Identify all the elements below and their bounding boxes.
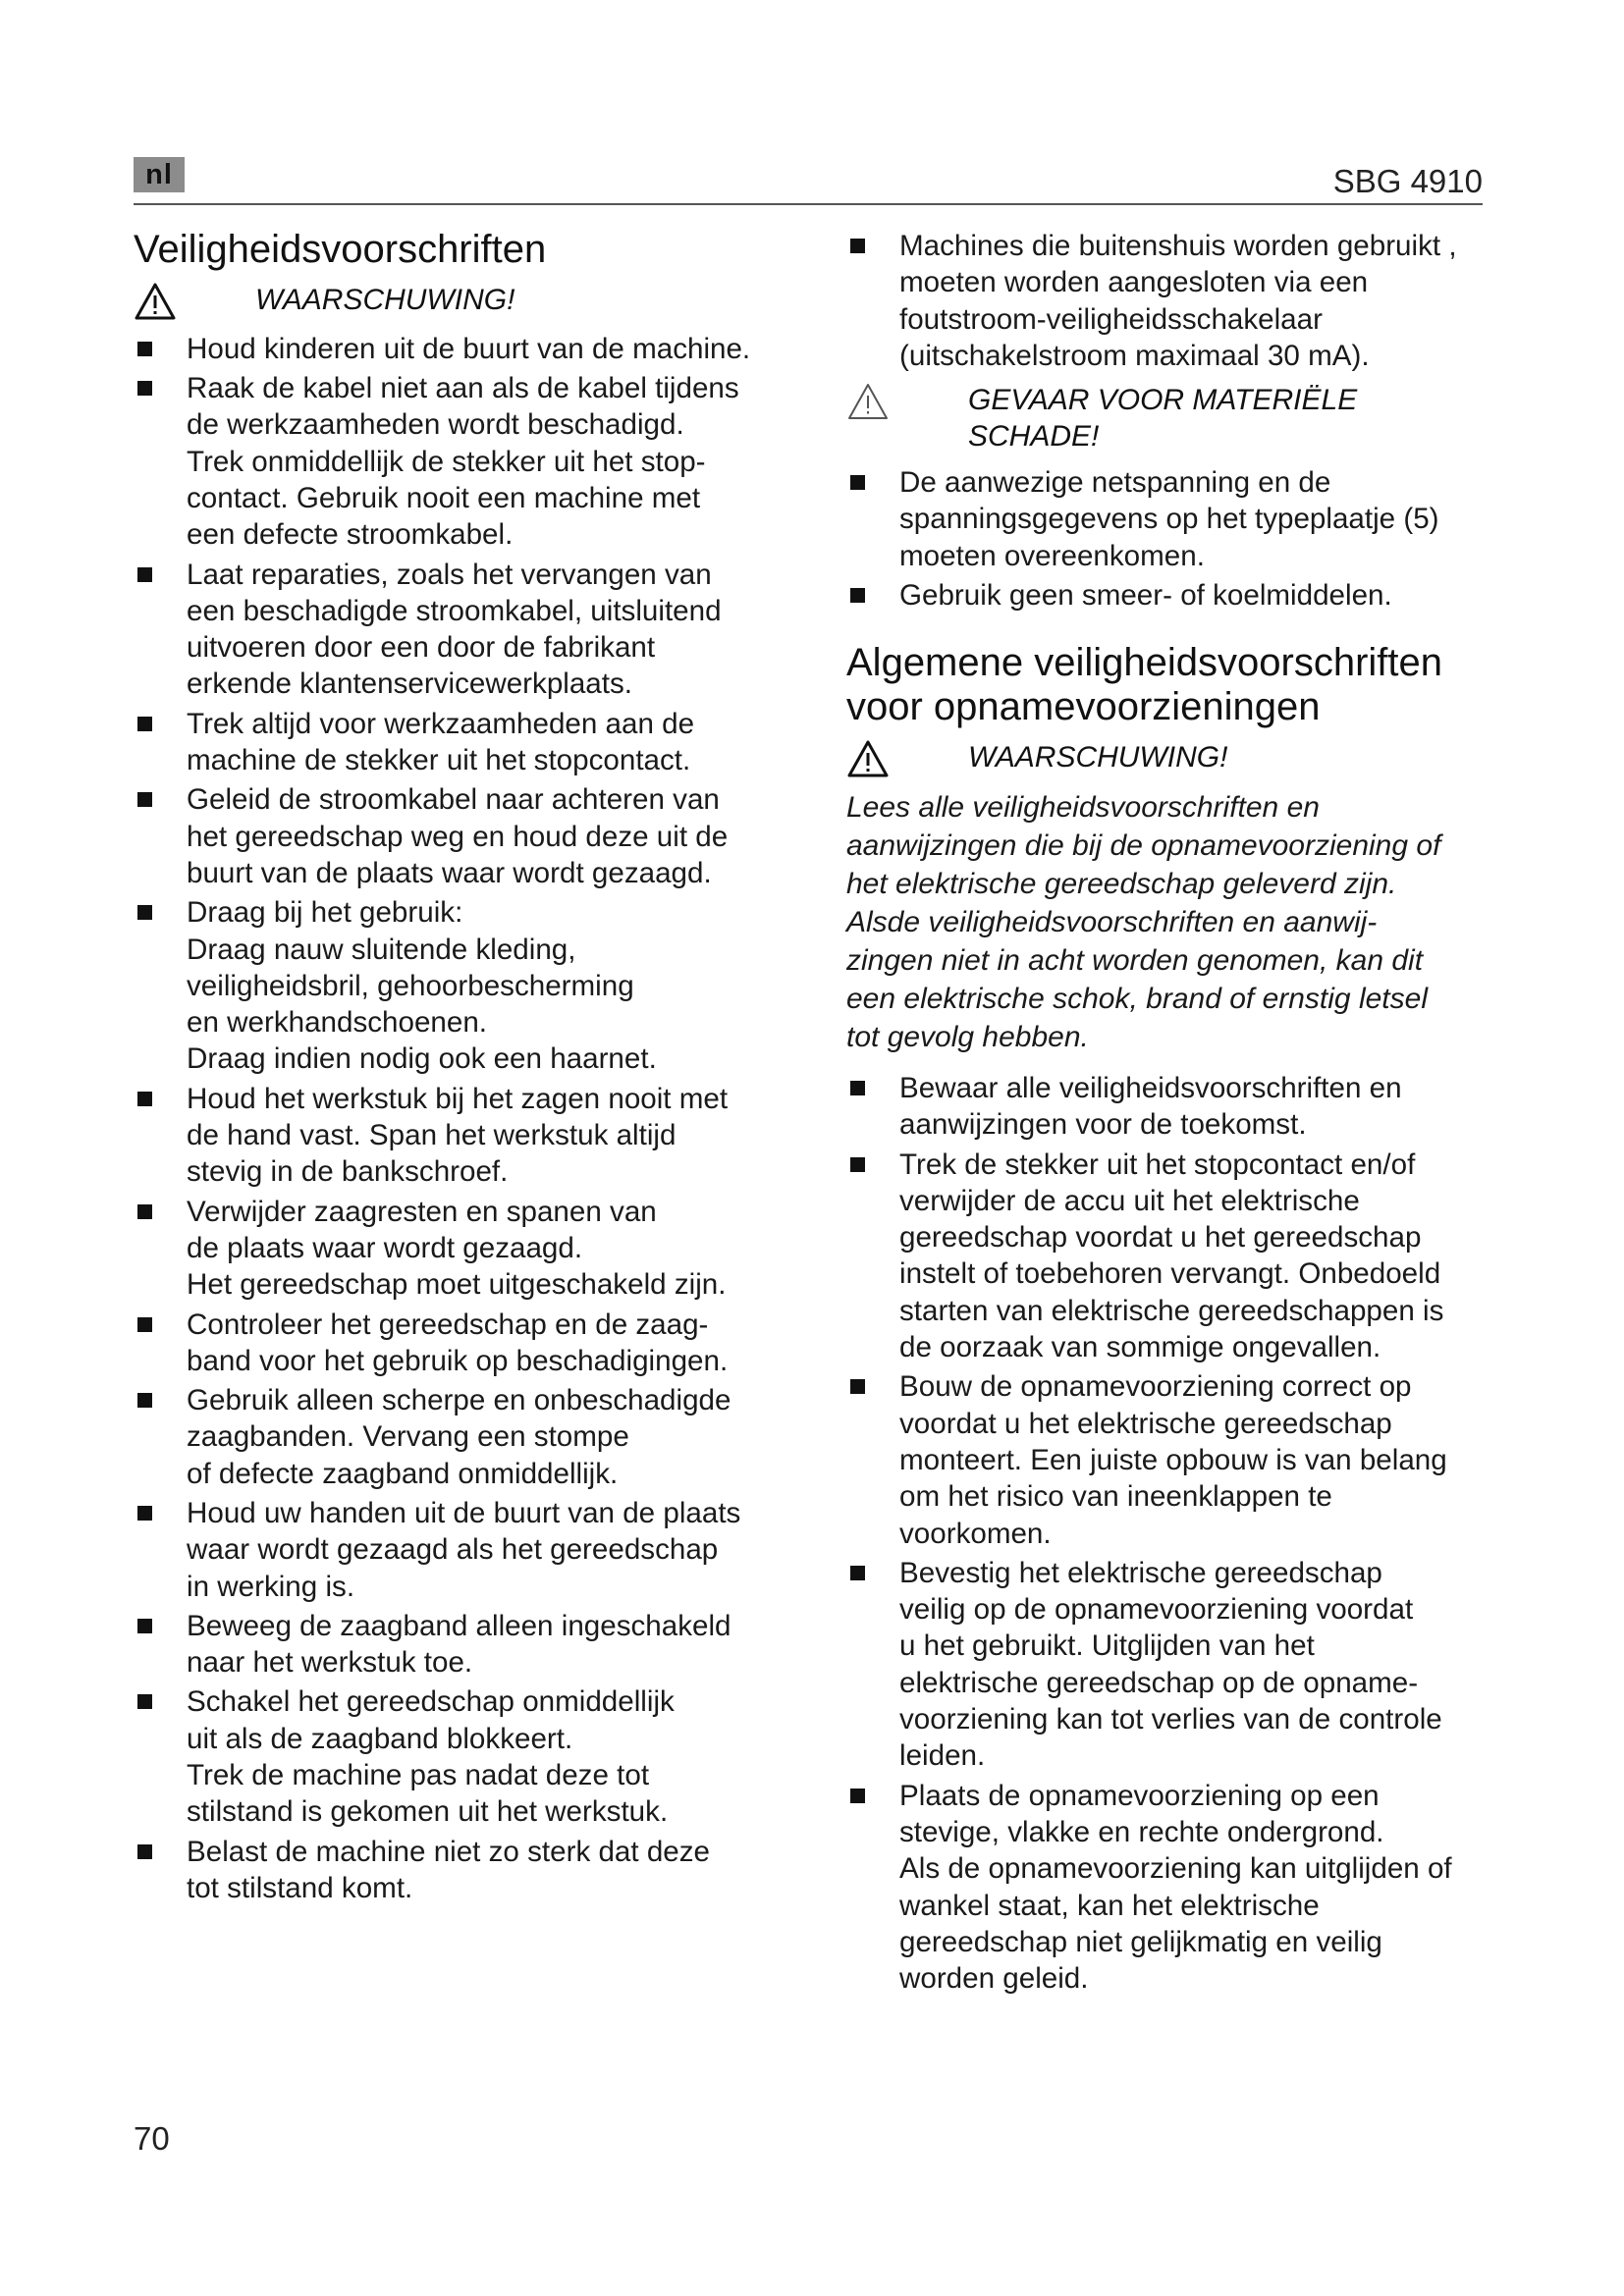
list-item-line: Belast de machine niet zo sterk dat deze xyxy=(187,1835,710,1868)
bullet-square-icon xyxy=(137,1844,152,1859)
header-divider xyxy=(134,203,1483,205)
list-item-line: Geleid de stroomkabel naar achteren van xyxy=(187,783,720,817)
intro-line: Alsde veiligheidsvoorschriften en aanwij- xyxy=(846,905,1378,938)
list-item-line: elektrische gereedschap op de opname- xyxy=(899,1666,1419,1699)
list-item-line: Houd uw handen uit de buurt van de plaats xyxy=(187,1497,741,1529)
language-badge: nl xyxy=(134,157,185,192)
list-item xyxy=(134,781,774,891)
list-item-line: Draag nauw sluitende kleding, xyxy=(187,933,576,966)
list-item-line: stevig in de bankschroef. xyxy=(187,1155,509,1189)
list-item-line: Verwijder zaagresten en spanen van xyxy=(187,1195,657,1228)
list-item-line: (uitschakelstroom maximaal 30 mA). xyxy=(899,339,1370,372)
list-item xyxy=(134,331,774,367)
bullet-square-icon xyxy=(137,1619,152,1633)
bullet-square-icon xyxy=(850,1379,865,1394)
list-item-line: Controleer het gereedschap en de zaag- xyxy=(187,1308,709,1341)
intro-paragraph xyxy=(846,788,1494,1056)
list-item-line: De aanwezige netspanning en de xyxy=(899,466,1331,500)
warning-triangle-icon xyxy=(134,282,179,321)
list-item-line: uit als de zaagband blokkeert. xyxy=(187,1722,573,1755)
section-title-safety: Veiligheidsvoorschriften xyxy=(134,228,547,271)
safety-list xyxy=(134,331,774,1906)
list-item-line: Schakel het gereedschap onmiddellijk xyxy=(187,1685,675,1719)
list-item-line: Houd het werkstuk bij het zagen nooit met xyxy=(187,1082,729,1115)
list-item-line: band voor het gebruik op beschadigingen. xyxy=(187,1344,729,1377)
list-item-line: zaagbanden. Vervang een stompe xyxy=(187,1420,629,1454)
warning-notice xyxy=(134,282,774,321)
list-item-line: moeten worden aangesloten via een xyxy=(899,266,1369,299)
list-item-line: een beschadigde stroomkabel, uitsluitend xyxy=(187,594,722,627)
residual-current-list xyxy=(846,228,1494,374)
intro-line: een elektrische schok, brand of ernstig letsel xyxy=(846,982,1428,1015)
list-item-line: instelt of toebehoren vervangt. Onbedoeld xyxy=(899,1257,1441,1291)
bullet-square-icon xyxy=(137,792,152,807)
list-item-line: buurt van de plaats waar wordt gezaagd. xyxy=(187,856,712,889)
bullet-square-icon xyxy=(137,1204,152,1219)
caution-label-line: SCHADE! xyxy=(968,420,1100,454)
list-item-line: Bevestig het elektrische gereedschap xyxy=(899,1556,1382,1589)
list-item-line: veilig op de opnamevoorziening voordat xyxy=(899,1593,1414,1627)
intro-line: Lees alle veiligheidsvoorschriften en xyxy=(846,790,1320,824)
list-item-line: uitvoeren door een door de fabrikant xyxy=(187,631,656,665)
list-item-line: u het gebruikt. Uitglijden van het xyxy=(899,1629,1315,1663)
list-item xyxy=(134,1683,774,1830)
bullet-square-icon xyxy=(137,1393,152,1408)
list-item-line: starten van elektrische gereedschappen is xyxy=(899,1294,1444,1327)
list-item-line: moeten overeenkomen. xyxy=(899,539,1205,572)
list-item xyxy=(134,1834,774,1907)
bullet-square-icon xyxy=(137,1317,152,1332)
left-column xyxy=(134,228,774,1909)
bullet-square-icon xyxy=(137,717,152,731)
list-item-line: en werkhandschoenen. xyxy=(187,1006,488,1040)
list-item xyxy=(134,1081,774,1191)
list-item xyxy=(846,464,1494,574)
bullet-square-icon xyxy=(137,567,152,582)
list-item xyxy=(134,1495,774,1605)
right-column xyxy=(846,228,1494,2000)
caution-label xyxy=(968,382,1494,454)
list-item-line: voorkomen. xyxy=(899,1517,1052,1550)
list-item-line: foutstroom-veiligheidsschakelaar xyxy=(899,302,1323,336)
list-item xyxy=(134,706,774,779)
list-item-line: naar het werkstuk toe. xyxy=(187,1646,473,1680)
list-item-line: Gebruik alleen scherpe en onbeschadigde xyxy=(187,1384,731,1417)
section-title-line: voor opnamevoorzieningen xyxy=(846,685,1321,729)
bullet-square-icon xyxy=(137,381,152,396)
list-item-line: Bewaar alle veiligheidsvoorschriften en xyxy=(899,1071,1402,1104)
page-number: 70 xyxy=(134,2120,170,2157)
bullet-square-icon xyxy=(137,905,152,920)
list-item-line: waar wordt gezaagd als het gereedschap xyxy=(187,1533,719,1567)
list-item-line: stilstand is gekomen uit het werkstuk. xyxy=(187,1795,669,1829)
bullet-square-icon xyxy=(137,342,152,356)
caution-label-line: GEVAAR VOOR MATERIËLE xyxy=(968,384,1358,417)
list-item-line: Trek onmiddellijk de stekker uit het stop- xyxy=(187,445,706,478)
list-item-line: een defecte stroomkabel. xyxy=(187,518,514,552)
list-item xyxy=(134,1608,774,1682)
caution-triangle-icon xyxy=(846,382,892,421)
model-number: SBG 4910 xyxy=(1332,163,1483,199)
list-item-line: Bouw de opnamevoorziening correct op xyxy=(899,1370,1412,1404)
list-item-line: gereedschap niet gelijkmatig en veilig xyxy=(899,1925,1382,1958)
bullet-square-icon xyxy=(137,1092,152,1106)
list-item-line: Beweeg de zaagband alleen ingeschakeld xyxy=(187,1609,731,1642)
list-item-line: Draag indien nodig ook een haarnet. xyxy=(187,1042,657,1076)
list-item-line: tot stilstand komt. xyxy=(187,1871,413,1904)
bullet-square-icon xyxy=(850,1566,865,1580)
list-item-line: de plaats waar wordt gezaagd. xyxy=(187,1231,583,1264)
list-item xyxy=(846,577,1494,614)
list-item-line: worden geleid. xyxy=(899,1962,1089,1996)
list-item-line: wankel staat, kan het elektrische xyxy=(899,1889,1320,1922)
list-item-line: stevige, vlakke en rechte ondergrond. xyxy=(899,1815,1384,1848)
list-item-line: contact. Gebruik nooit een machine met xyxy=(187,481,701,514)
list-item xyxy=(846,1147,1494,1366)
list-item xyxy=(846,1368,1494,1551)
list-item xyxy=(846,1555,1494,1775)
bullet-square-icon xyxy=(137,1694,152,1709)
list-item-line: Raak de kabel niet aan als de kabel tijdens xyxy=(187,372,739,405)
list-item-line: Draag bij het gebruik: xyxy=(187,896,463,930)
list-item-line: het gereedschap weg en houd deze uit de xyxy=(187,820,729,853)
list-item-line: in werking is. xyxy=(187,1570,355,1603)
bullet-square-icon xyxy=(850,1789,865,1803)
list-item-line: Het gereedschap moet uitgeschakeld zijn. xyxy=(187,1268,727,1302)
list-item-line: Trek de machine pas nadat deze tot xyxy=(187,1759,650,1792)
list-item xyxy=(134,370,774,553)
list-item-line: om het risico van ineenklappen te xyxy=(899,1480,1332,1514)
list-item-line: aanwijzingen voor de toekomst. xyxy=(899,1108,1307,1142)
list-item-line: voordat u het elektrische gereedschap xyxy=(899,1407,1392,1440)
warning-triangle-icon xyxy=(846,739,892,778)
bullet-square-icon xyxy=(850,588,865,603)
warning-label: WAARSCHUWING! xyxy=(255,283,515,316)
list-item xyxy=(846,1778,1494,1998)
list-item-line: erkende klantenservicewerkplaats. xyxy=(187,667,633,701)
warning-label: WAARSCHUWING! xyxy=(968,740,1228,774)
list-item-line: Houd kinderen uit de buurt van de machine. xyxy=(187,332,751,365)
list-item-line: de oorzaak van sommige ongevallen. xyxy=(899,1331,1381,1364)
list-item-line: Laat reparaties, zoals het vervangen van xyxy=(187,558,712,591)
intro-line: het elektrische gereedschap geleverd zijn. xyxy=(846,867,1397,900)
list-item-line: veiligheidsbril, gehoorbescherming xyxy=(187,969,634,1002)
list-item-line: Als de opnamevoorziening kan uitglijden of xyxy=(899,1852,1452,1886)
list-item-line: Trek de stekker uit het stopcontact en/of xyxy=(899,1148,1416,1181)
list-item-line: de hand vast. Span het werkstuk altijd xyxy=(187,1119,677,1152)
list-item-line: voorziening kan tot verlies van de controle xyxy=(899,1703,1442,1736)
list-item xyxy=(846,1070,1494,1144)
intro-line: tot gevolg hebben. xyxy=(846,1020,1089,1053)
list-item xyxy=(134,557,774,703)
warning-notice-general xyxy=(846,739,1494,778)
bullet-square-icon xyxy=(850,1081,865,1095)
intro-line: aanwijzingen die bij de opnamevoorziening of xyxy=(846,828,1441,862)
bullet-square-icon xyxy=(850,1157,865,1172)
list-item-line: Trek altijd voor werkzaamheden aan de xyxy=(187,707,695,740)
list-item-line: of defecte zaagband onmiddellijk. xyxy=(187,1457,619,1490)
list-item-line: machine de stekker uit het stopcontact. xyxy=(187,744,691,777)
list-item-line: Machines die buitenshuis worden gebruikt , xyxy=(899,230,1457,262)
list-item-line: leiden. xyxy=(899,1739,986,1773)
list-item xyxy=(134,894,774,1077)
list-item-line: monteert. Een juiste opbouw is van belang xyxy=(899,1443,1447,1476)
section-title-line: Algemene veiligheidsvoorschriften xyxy=(846,641,1442,685)
section-title-general xyxy=(846,641,1494,729)
list-item-line: gereedschap voordat u het gereedschap xyxy=(899,1221,1422,1255)
list-item-line: Gebruik geen smeer- of koelmiddelen. xyxy=(899,579,1392,613)
caution-notice xyxy=(846,382,1494,454)
property-damage-list xyxy=(846,464,1494,614)
intro-line: zingen niet in acht worden genomen, kan dit xyxy=(846,943,1424,977)
list-item-line: spanningsgegevens op het typeplaatje (5) xyxy=(899,503,1439,536)
list-item-line: verwijder de accu uit het elektrische xyxy=(899,1184,1360,1217)
bullet-square-icon xyxy=(850,475,865,490)
bullet-square-icon xyxy=(850,239,865,253)
general-safety-list xyxy=(846,1070,1494,1997)
list-item-line: Plaats de opnamevoorziening op een xyxy=(899,1779,1380,1812)
list-item-line: de werkzaamheden wordt beschadigd. xyxy=(187,408,684,442)
bullet-square-icon xyxy=(137,1506,152,1521)
list-item xyxy=(846,228,1494,374)
list-item xyxy=(134,1382,774,1492)
list-item xyxy=(134,1194,774,1304)
list-item xyxy=(134,1307,774,1380)
